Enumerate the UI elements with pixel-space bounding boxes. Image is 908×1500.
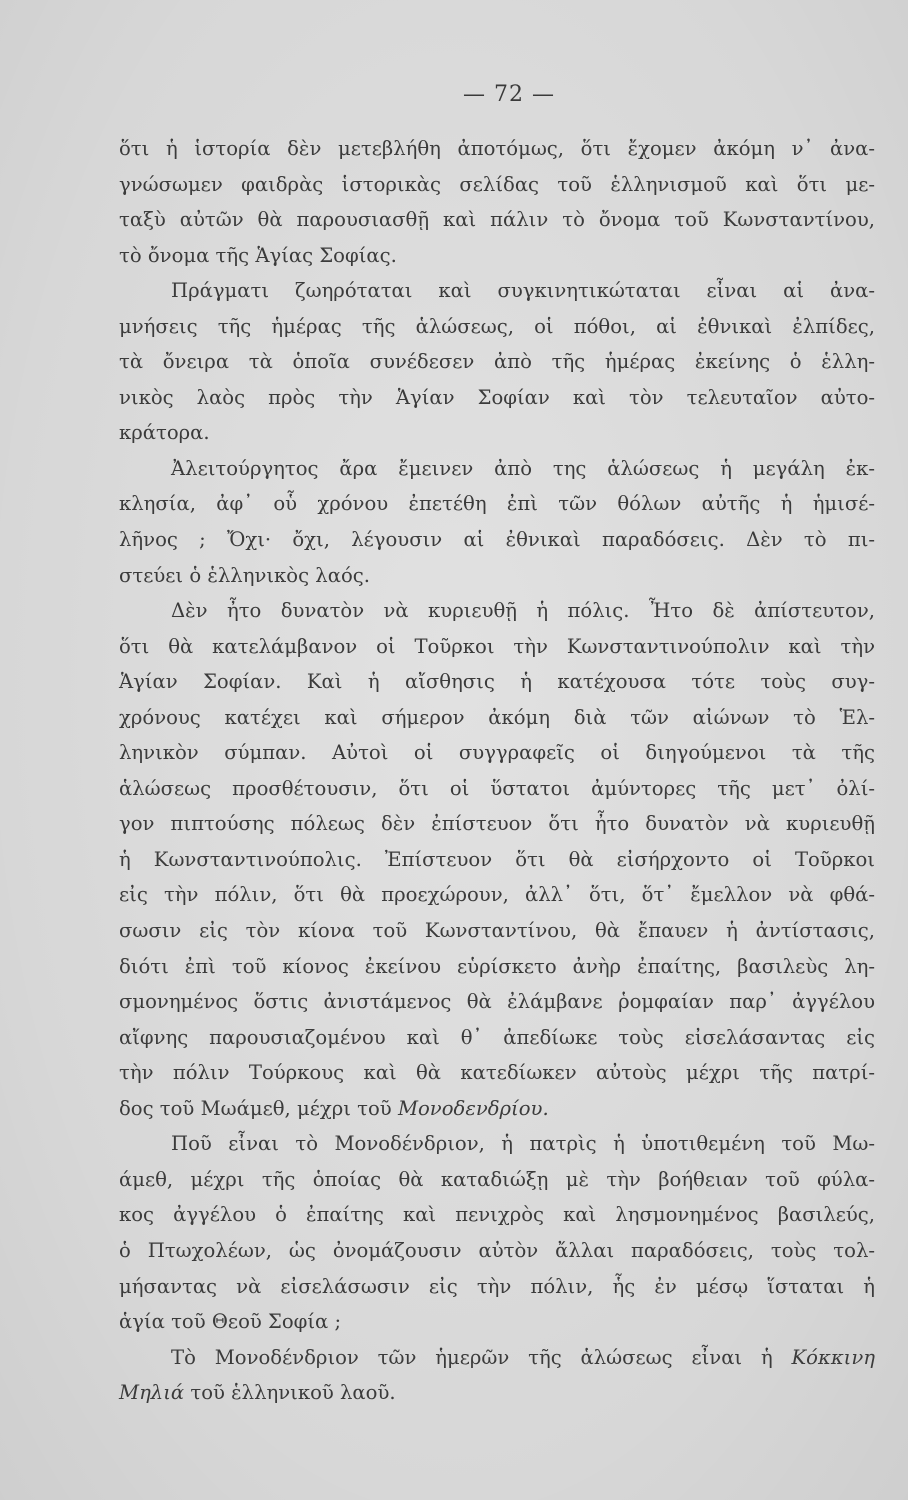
text-line: τὰ ὄνειρα τὰ ὁποῖα συνέδεσεν ἀπὸ τῆς ἡμέρας ἐκείνης ὁ ἑλλη- bbox=[119, 350, 875, 374]
text-line: ὁ Πτωχολέων, ὡς ὀνομάζουσιν αὐτὸν ἄλλαι παραδόσεις, τοὺς τολ- bbox=[119, 1238, 875, 1262]
text-line: χρόνους κατέχει καὶ σήμερον ἀκόμη διὰ τῶν αἰώνων τὸ Ἑλ- bbox=[119, 705, 875, 729]
text-line: διότι ἐπὶ τοῦ κίονος ἐκείνου εὑρίσκετο ἀνὴρ ἐπαίτης, βασιλεὺς λη- bbox=[119, 954, 875, 978]
text-line: ὅτι θὰ κατελάμβανον οἱ Τοῦρκοι τὴν Κωνσταντινούπολιν καὶ τὴν bbox=[119, 634, 875, 658]
text-line: εἰς τὴν πόλιν, ὅτι θὰ προεχώρουν, ἀλλ᾿ ὅτι, ὅτ᾿ ἔμελλον νὰ φθά- bbox=[119, 883, 875, 907]
paragraph-start-line: Πράγματι ζωηρόταται καὶ συγκινητικώταται εἶναι αἱ ἀνα- bbox=[171, 279, 875, 303]
text-line: μήσαντας νὰ εἰσελάσωσιν εἰς τὴν πόλιν, ἧς ἐν μέσῳ ἵσταται ἡ bbox=[119, 1274, 875, 1298]
body-text bbox=[119, 131, 875, 1411]
text-line: ὅτι ἡ ἱστορία δὲν μετεβλήθη ἀποτόμως, ὅτι ἔχομεν ἀκόμη ν᾿ ἀνα- bbox=[119, 137, 875, 160]
text-fragment: Τὸ Μονοδένδριον τῶν ἡμερῶν τῆς ἁλώσεως εἶναι ἡ bbox=[171, 1345, 792, 1369]
text-line: σμονημένος ὅστις ἀνιστάμενος θὰ ἐλάμβανε ῥομφαίαν παρ᾿ ἀγγέλου bbox=[119, 990, 875, 1014]
text-line: στεύει ὁ ἑλληνικὸς λαός. bbox=[119, 563, 370, 587]
italic-place-name: Κόκκινη bbox=[791, 1345, 875, 1369]
text-line: ταξὺ αὐτῶν θὰ παρουσιασθῇ καὶ πάλιν τὸ ὄνομα τοῦ Κωνσταντίνου, bbox=[119, 208, 875, 232]
text-line: Ἁγίαν Σοφίαν. Καὶ ἡ αἴσθησις ἡ κατέχουσα τότε τοὺς συγ- bbox=[119, 670, 875, 694]
text-line: μνήσεις τῆς ἡμέρας τῆς ἁλώσεως, οἱ πόθοι, αἱ ἐθνικαὶ ἐλπίδες, bbox=[119, 314, 875, 338]
paragraph-start-line bbox=[119, 1340, 875, 1376]
text-line: νικὸς λαὸς πρὸς τὴν Ἁγίαν Σοφίαν καὶ τὸν τελευταῖον αὐτο- bbox=[119, 385, 875, 409]
text-line: τὸ ὄνομα τῆς Ἁγίας Σοφίας. bbox=[119, 243, 397, 267]
paragraph-start-line: Δὲν ἦτο δυνατὸν νὰ κυριευθῇ ἡ πόλις. Ἦτο δὲ ἀπίστευτον, bbox=[171, 599, 875, 623]
text-line: κος ἀγγέλου ὁ ἐπαίτης καὶ πενιχρὸς καὶ λησμονημένος βασιλεύς, bbox=[119, 1203, 875, 1227]
text-line: γνώσωμεν φαιδρὰς ἱστορικὰς σελίδας τοῦ ἑλληνισμοῦ καὶ ὅτι με- bbox=[119, 172, 875, 196]
italic-place-name: Μηλιά bbox=[119, 1381, 185, 1405]
text-line: ἁλώσεως προσθέτουσιν, ὅτι οἱ ὕστατοι ἀμύντορες τῆς μετ᾿ ὀλί- bbox=[119, 776, 875, 800]
text-line: άμεθ, μέχρι τῆς ὁποίας θὰ καταδιώξῃ μὲ τὴν βοήθειαν τοῦ φύλα- bbox=[119, 1167, 875, 1191]
text-line: ἁγία τοῦ Θεοῦ Σοφία ; bbox=[119, 1310, 342, 1334]
page-number: — 72 — bbox=[463, 82, 555, 107]
text-line: κλησία, ἀφ᾿ οὗ χρόνου ἐπετέθη ἐπὶ τῶν θόλων αὐτῆς ἡ ἡμισέ- bbox=[119, 492, 875, 516]
text-line: σωσιν εἰς τὸν κίονα τοῦ Κωνσταντίνου, θὰ ἔπαυεν ἡ ἀντίστασις, bbox=[119, 919, 875, 943]
text-line: γον πιπτούσης πόλεως δὲν ἐπίστευον ὅτι ἦτο δυνατὸν νὰ κυριευθῇ bbox=[119, 812, 875, 836]
text-line: ληνικὸν σύμπαν. Αὐτοὶ οἱ συγγραφεῖς οἱ διηγούμενοι τὰ τῆς bbox=[119, 741, 875, 765]
text-line: ἡ Κωνσταντινούπολις. Ἐπίστευον ὅτι θὰ εἰσήρχοντο οἱ Τοῦρκοι bbox=[119, 847, 875, 871]
text-line bbox=[119, 1375, 875, 1411]
text-fragment: δος τοῦ Μωάμεθ, μέχρι τοῦ bbox=[119, 1096, 398, 1120]
text-line: τὴν πόλιν Τούρκους καὶ θὰ κατεδίωκεν αὐτοὺς μέχρι τῆς πατρί- bbox=[119, 1061, 875, 1085]
paragraph-start-line: Ποῦ εἶναι τὸ Μονοδένδριον, ἡ πατρὶς ἡ ὑποτιθεμένη τοῦ Μω- bbox=[171, 1132, 875, 1156]
paragraph-start-line: Ἀλειτούργητος ἄρα ἔμεινεν ἀπὸ της ἁλώσεως ἡ μεγάλη ἐκ- bbox=[171, 456, 875, 480]
text-line: κράτορα. bbox=[119, 421, 210, 445]
text-line: λῆνος ; Ὄχι· ὄχι, λέγουσιν αἱ ἐθνικαὶ παραδόσεις. Δὲν τὸ πι- bbox=[119, 528, 875, 552]
italic-place-name: Μονοδενδρίου. bbox=[397, 1096, 549, 1120]
text-line bbox=[119, 1091, 875, 1127]
text-fragment: τοῦ ἑλληνικοῦ λαοῦ. bbox=[184, 1381, 396, 1405]
text-line: αἴφνης παρουσιαζομένου καὶ θ᾿ ἀπεδίωκε τοὺς εἰσελάσαντας εἰς bbox=[119, 1025, 875, 1049]
